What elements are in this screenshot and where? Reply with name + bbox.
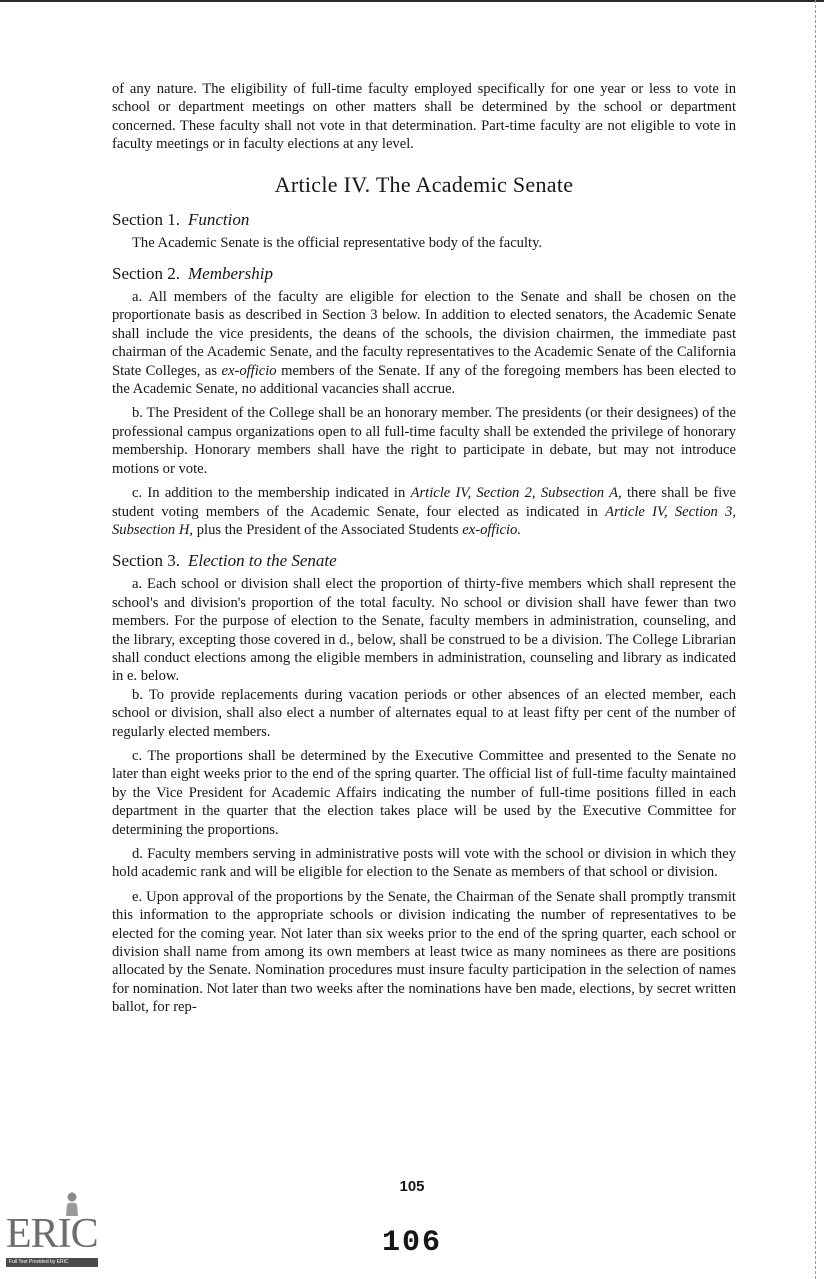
section-3-para-e: e. Upon approval of the proportions by the Senate, the Chairman of the Senate shall promptly transmit this information to the appropriate schools or division indicating the number of representatives to be elected for the coming year. Not later than six weeks prior to the end of the spring quarter, each school or division shall name from among its own members at least twice as many nominees as there are positions allocated by the Senate. Nomination procedures must insure faculty participation in the selection of names for nomination. Not later than two weeks after the nominations have ben made, elections, by secret written ballot, for rep- xyxy=(112,888,736,1016)
page-number: 105 xyxy=(399,1178,425,1195)
section-3-para-a: a. Each school or division shall elect the proportion of thirty-five members which shall represent the school's and division's proportion of the total faculty. No school or division shall have fewer than two members. For the purpose of election to the Senate, faculty members in administration, counseling, and the library, excepting those covered in d., below, shall be construed to be a division. The College Librarian shall conduct elections among the eligible members in administration, counseling and library as indicated in e. below. xyxy=(112,576,736,685)
section-2-a-end: members of the Senate. If any of the foregoing members has been elected to the Academic Senate, no additional vacancies shall accrue. xyxy=(112,362,736,398)
section-2-label: Section 2. xyxy=(112,264,180,284)
section-2-a-italic: ex-officio xyxy=(221,362,277,379)
section-2-para-c xyxy=(112,484,736,539)
eric-logo xyxy=(6,1192,100,1270)
section-3-para-b: b. To provide replacements during vacation periods or other absences of an elected member, each school or division, shall also elect a number of alternates equal to at least fifty per cent of the number of regularly elected members. xyxy=(112,686,736,740)
section-3-heading xyxy=(112,551,736,571)
section-2-c-start: c. In addition to the membership indicated in xyxy=(132,485,406,502)
section-3-para-d: d. Faculty members serving in administrative posts will vote with the school or division in which they hold academic rank and will be eligible for election to the Senate as members of that school or division. xyxy=(112,846,736,881)
right-scan-edge xyxy=(814,0,816,1279)
article-heading: Article IV. The Academic Senate xyxy=(274,171,574,197)
section-1-text: The Academic Senate is the official representative body of the faculty. xyxy=(132,234,543,251)
section-2-c-mid2: plus the President of the Associated Students xyxy=(196,521,459,538)
section-2-c-ref1: Article IV, Section 2, Subsection A, xyxy=(410,485,622,502)
section-2-c-ref2: Article IV, Section 3, Subsection H, xyxy=(112,503,736,538)
section-2-title: Membership xyxy=(188,264,273,284)
top-border-line xyxy=(0,0,824,2)
section-2-para-b: b. The President of the College shall be an honorary member. The presidents (or their designees) of the professional campus organizations open to all full-time faculty shall be extended the privilege of honorary membership. Honorary members shall have the right to participate in debate, but may not introduce motions or vote. xyxy=(112,405,736,477)
section-3-title: Election to the Senate xyxy=(188,551,337,571)
section-3-label: Section 3. xyxy=(112,551,180,571)
stamped-page-number: 106 xyxy=(381,1226,442,1260)
intro-paragraph: of any nature. The eligibility of full-time faculty employed specifically for one year or less to vote in school or department meetings on other matters shall be determined by the school or department concerned. These faculty shall not vote in that determination. Part-time faculty are not eligible to vote in faculty meetings or in faculty elections at any level. xyxy=(112,81,736,153)
section-1-title: Function xyxy=(188,209,250,229)
section-2-para-a xyxy=(112,288,736,398)
section-2-c-mid: there shall be five student voting members of the Academic Senate, four elected as indicated in xyxy=(112,485,737,520)
section-3-para-c: c. The proportions shall be determined by the Executive Committee and presented to the Senate no later than eight weeks prior to the end of the spring quarter. The official list of full-time faculty maintained by the Vice President for Academic Affairs indicating the number of full-time positions filled in each department in the quarter that the election takes place will be used by the Executive Committee for determining the proportions. xyxy=(112,747,736,838)
section-2-a-text: a. All members of the faculty are eligible for election to the Senate and shall be chosen on the proportionate basis as described in Section 3 below. In addition to elected senators, the Academic Senate shall include the vice presidents, the deans of the schools, the division chairmen, the immediate past chairman of the Academic Senate, and the faculty representatives to the Academic Senate of the California State Colleges, as xyxy=(112,289,736,379)
section-1-heading xyxy=(112,210,736,230)
document-page xyxy=(112,80,736,1017)
section-2-c-italic: ex-officio. xyxy=(462,521,522,538)
section-2-heading xyxy=(112,264,736,284)
section-1-label: Section 1. xyxy=(112,209,180,229)
eric-logo-bar: Full Text Provided by ERIC xyxy=(6,1258,98,1267)
eric-logo-text: ERIC xyxy=(6,1211,98,1257)
